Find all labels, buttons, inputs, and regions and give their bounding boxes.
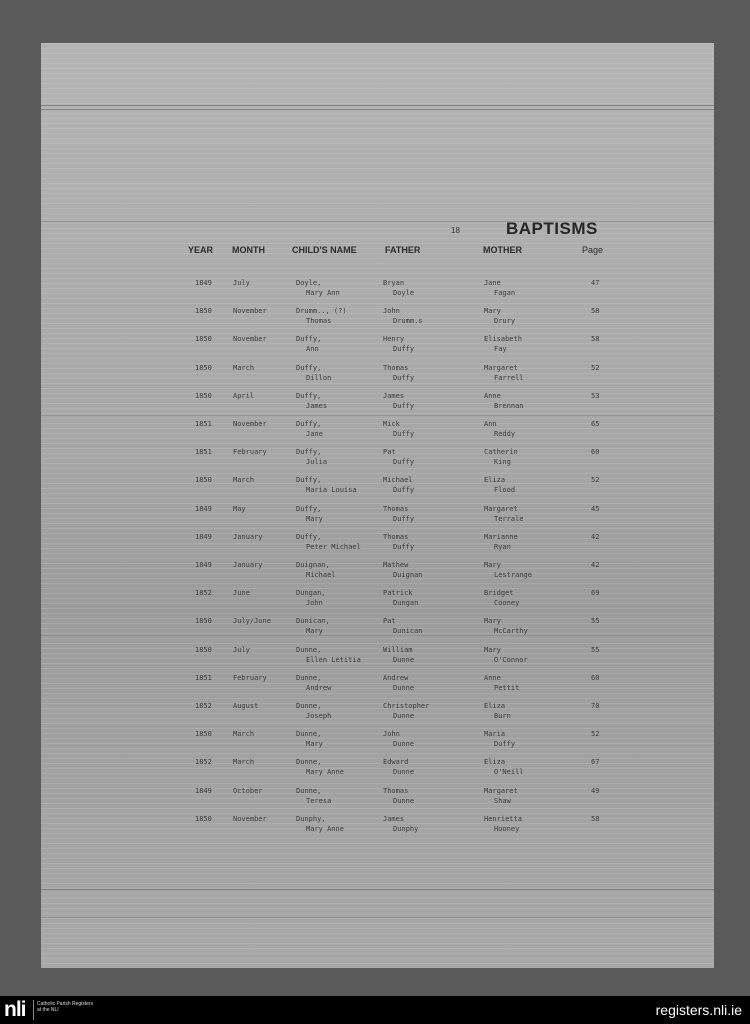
- entry-month: July: [233, 645, 250, 654]
- entry-month: August: [233, 702, 259, 710]
- entry-page: 49: [591, 786, 600, 795]
- entry-page: 58: [591, 335, 600, 344]
- entry-father: Thomas Dunne: [383, 786, 415, 805]
- entry-mother: Eliza Flood: [484, 476, 516, 495]
- entry-page: 60: [591, 448, 600, 457]
- table-row: [41, 532, 714, 560]
- entry-mother: Mary Lestrange: [484, 561, 532, 579]
- entry-child: Duffy, Mary: [296, 504, 323, 523]
- page-number: 18: [451, 226, 460, 235]
- entry-page: 52: [591, 730, 600, 739]
- divider: [41, 105, 714, 106]
- entry-father: John Dunne: [383, 730, 415, 749]
- entry-father: James Dunphy: [383, 814, 419, 833]
- divider: [41, 917, 714, 918]
- entry-mother: Mary Drury: [484, 307, 516, 326]
- table-row: [41, 588, 714, 616]
- column-header-mother: MOTHER: [483, 245, 522, 255]
- table-row: [41, 673, 714, 701]
- entry-month: March: [233, 730, 255, 739]
- table-row: [41, 278, 714, 306]
- entry-page: 65: [591, 420, 600, 428]
- entry-month: November: [233, 420, 267, 428]
- register-page: [41, 43, 714, 968]
- entry-year: 1850: [195, 363, 212, 372]
- entry-child: Dunne, Mary: [296, 730, 323, 749]
- entry-father: Mathew Duignan: [383, 561, 423, 579]
- table-row: [41, 504, 714, 532]
- entry-year: 1850: [195, 814, 212, 823]
- entry-month: November: [233, 814, 267, 823]
- column-header-child: CHILD'S NAME: [292, 245, 357, 255]
- entry-year: 1850: [195, 391, 212, 400]
- entry-child: Duffy, Ann: [296, 335, 322, 354]
- entry-child: Dunne, Ellen Letitia: [296, 645, 361, 664]
- entry-child: Duignan, Michael: [296, 561, 336, 579]
- entry-year: 1851: [195, 448, 212, 457]
- entry-month: January: [233, 532, 263, 541]
- table-row: [41, 419, 714, 447]
- entry-page: 70: [591, 702, 600, 710]
- entry-mother: Henrietta Hooney: [484, 814, 522, 833]
- column-header-father: FATHER: [385, 245, 421, 255]
- entry-mother: Anne Brennan: [484, 391, 524, 410]
- entry-father: Edward Dunne: [383, 758, 415, 777]
- entry-child: Duffy, Peter Michael: [296, 532, 361, 551]
- entry-page: 52: [591, 476, 600, 485]
- entry-year: 1850: [195, 335, 212, 344]
- entry-year: 1849: [195, 504, 212, 513]
- entry-father: John Drumm.s: [383, 307, 423, 326]
- table-row: [41, 729, 714, 757]
- entry-child: Dunne, Teresa: [296, 786, 332, 805]
- entry-year: 1850: [195, 730, 212, 739]
- entry-page: 45: [591, 504, 600, 513]
- table-row: [41, 447, 714, 475]
- page-title: BAPTISMS: [506, 219, 598, 238]
- entry-page: 55: [591, 645, 600, 654]
- entry-year: 1852: [195, 702, 212, 710]
- divider: [41, 889, 714, 890]
- table-row: [41, 363, 714, 391]
- entry-child: Duffy, Jane: [296, 420, 323, 438]
- logo-divider: [33, 1000, 34, 1020]
- entry-year: 1849: [195, 561, 212, 569]
- entry-mother: Ann Reddy: [484, 420, 516, 438]
- entry-father: Thomas Duffy: [383, 363, 415, 382]
- entry-mother: Elisabeth Fay: [484, 335, 522, 354]
- entry-month: February: [233, 673, 267, 682]
- entry-father: Patrick Dungan: [383, 589, 419, 608]
- divider: [41, 109, 714, 110]
- table-row: [41, 391, 714, 419]
- entry-year: 1851: [195, 420, 212, 428]
- table-row: [41, 814, 714, 842]
- table-row: [41, 616, 714, 644]
- table-row: [41, 334, 714, 362]
- entry-father: Mick Duffy: [383, 420, 415, 438]
- table-row: [41, 757, 714, 785]
- divider: [41, 221, 714, 222]
- entry-father: Bryan Doyle: [383, 279, 415, 297]
- entry-child: Dungan, John: [296, 589, 326, 608]
- entry-month: March: [233, 476, 255, 485]
- entry-year: 1849: [195, 279, 212, 287]
- entry-mother: Mary O'Connor: [484, 645, 528, 664]
- entry-page: 53: [591, 391, 600, 400]
- entry-father: Pat Duffy: [383, 448, 415, 467]
- entry-mother: Margaret Farrell: [484, 363, 524, 382]
- entry-year: 1851: [195, 673, 212, 682]
- entry-child: Drumm.., (?) Thomas: [296, 307, 347, 326]
- entry-page: 42: [591, 561, 600, 569]
- entry-mother: Anne Pettit: [484, 673, 520, 692]
- entry-year: 1850: [195, 617, 212, 626]
- entry-child: Doyle, Mary Ann: [296, 279, 340, 297]
- entry-father: James Duffy: [383, 391, 415, 410]
- entry-mother: Marianne Ryan: [484, 532, 518, 551]
- entry-father: William Dunne: [383, 645, 415, 664]
- entry-mother: Mary McCarthy: [484, 617, 528, 636]
- entry-month: October: [233, 786, 263, 795]
- entry-page: 52: [591, 363, 600, 372]
- entry-page: 47: [591, 279, 600, 287]
- entry-page: 58: [591, 814, 600, 823]
- entry-month: July/June: [233, 617, 271, 626]
- entry-child: Duffy, Maria Louisa: [296, 476, 357, 495]
- entry-month: January: [233, 561, 263, 569]
- entry-father: Thomas Duffy: [383, 532, 415, 551]
- entry-child: Duffy, Julia: [296, 448, 328, 467]
- entry-father: Henry Duffy: [383, 335, 415, 354]
- entry-month: June: [233, 589, 250, 598]
- entry-page: 67: [591, 758, 600, 767]
- site-link[interactable]: registers.nli.ie: [655, 1002, 742, 1018]
- entry-child: Dunphy, Mary Anne: [296, 814, 344, 833]
- entry-year: 1849: [195, 532, 212, 541]
- logo-caption: Catholic Parish Registers at the NLI: [37, 1001, 94, 1013]
- table-row: [41, 786, 714, 814]
- entry-mother: Jane Fagan: [484, 279, 516, 297]
- entry-month: May: [233, 504, 246, 513]
- entry-father: Michael Duffy: [383, 476, 415, 495]
- entry-child: Dunican, Mary: [296, 617, 330, 636]
- entry-mother: Maria Duffy: [484, 730, 516, 749]
- entry-month: February: [233, 448, 267, 457]
- entry-month: July: [233, 279, 250, 287]
- entry-child: Duffy, Dillon: [296, 363, 332, 382]
- entry-page: 58: [591, 307, 600, 316]
- entry-mother: Eliza O'Neill: [484, 758, 524, 777]
- entry-page: 55: [591, 617, 600, 626]
- nli-logo: nli: [4, 998, 26, 1021]
- footer-bar: [0, 996, 750, 1024]
- entry-father: Christopher Dunne: [383, 702, 430, 720]
- entry-mother: Bridget Cooney: [484, 589, 520, 608]
- entry-child: Dunne, Joseph: [296, 702, 332, 720]
- table-row: [41, 701, 714, 729]
- entry-mother: Eliza Burn: [484, 702, 511, 720]
- table-row: [41, 560, 714, 588]
- entry-year: 1852: [195, 758, 212, 767]
- entry-child: Duffy, James: [296, 391, 328, 410]
- entry-month: November: [233, 335, 267, 344]
- entry-month: April: [233, 391, 255, 400]
- entry-mother: Catherin King: [484, 448, 518, 467]
- entry-father: Andrew Dunne: [383, 673, 415, 692]
- entry-year: 1852: [195, 589, 212, 598]
- entry-page: 42: [591, 532, 600, 541]
- column-header-month: MONTH: [232, 245, 265, 255]
- entry-page: 60: [591, 673, 600, 682]
- entry-child: Dunne, Mary Anne: [296, 758, 344, 777]
- table-row: [41, 306, 714, 334]
- table-row: [41, 475, 714, 503]
- entry-year: 1850: [195, 645, 212, 654]
- entry-month: March: [233, 363, 255, 372]
- entry-page: 69: [591, 589, 600, 598]
- column-header-year: YEAR: [188, 245, 214, 255]
- entry-father: Thomas Duffy: [383, 504, 415, 523]
- entry-year: 1850: [195, 476, 212, 485]
- entry-mother: Margaret Shaw: [484, 786, 518, 805]
- entry-mother: Margaret Terrale: [484, 504, 524, 523]
- entry-father: Pat Dunican: [383, 617, 423, 636]
- entry-year: 1849: [195, 786, 212, 795]
- entry-child: Dunne, Andrew: [296, 673, 332, 692]
- entry-month: March: [233, 758, 255, 767]
- table-row: [41, 645, 714, 673]
- column-header-page: Page: [582, 245, 604, 255]
- entry-month: November: [233, 307, 267, 316]
- entry-year: 1850: [195, 307, 212, 316]
